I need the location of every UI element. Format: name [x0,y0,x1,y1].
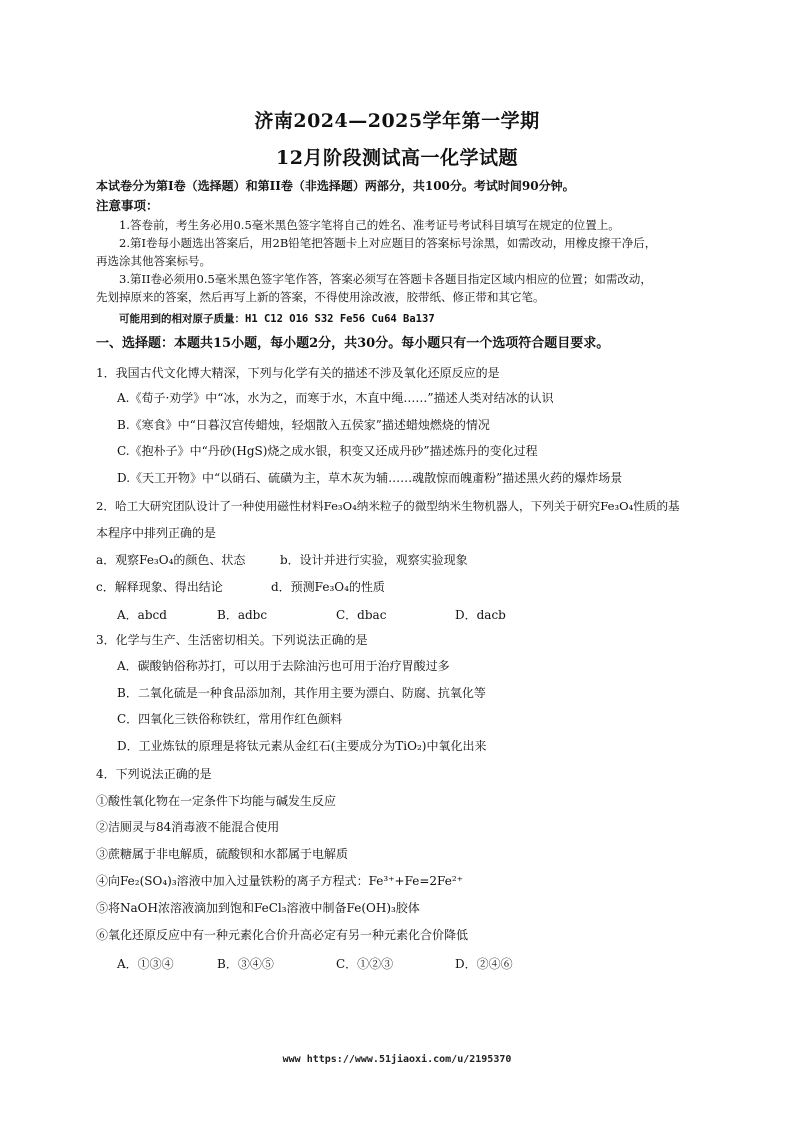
q4-statement-5: ⑤将NaOH浓溶液滴加到饱和FeCl₃溶液中制备Fe(OH)₃胶体 [96,901,420,915]
notice-item-2: 2.第Ⅰ卷每小题选出答案后，用2B铅笔把答题卡上对应题目的答案标号涂黑，如需改动，用橡皮擦干净后， [119,236,657,250]
q4-statement-3: ③蔗糖属于非电解质，硫酸钡和水都属于电解质 [96,847,349,861]
exam-title-line2: 12月阶段测试高一化学试题 [276,147,518,169]
q4-option-b: B．③④⑤ [217,957,274,971]
q3-option-d: D．工业炼钛的原理是将钛元素从金红石(主要成分为TiO₂)中氧化出来 [117,739,487,753]
q3-option-a: A．碳酸钠俗称苏打，可以用于去除油污也可用于治疗胃酸过多 [117,659,450,673]
q3-stem: 3．化学与生产、生活密切相关。下列说法正确的是 [96,633,368,647]
q2-step-a: a．观察Fe₃O₄的颜色、状态 [96,553,246,567]
q1-option-c: C.《抱朴子》中“丹砂(HgS)烧之成水银，积变又还成丹砂”描述炼丹的变化过程 [117,444,538,458]
q2-step-d: d．预测Fe₃O₄的性质 [271,580,385,594]
q3-option-b: B．二氧化硫是一种食品添加剂，其作用主要为漂白、防腐、抗氧化等 [117,686,486,700]
q2-stem: 2．哈工大研究团队设计了一种使用磁性材料Fe₃O₄纳米粒子的微型纳米生物机器人，下列关于研究Fe₃O₄性质的基 [96,499,680,513]
q2-step-c: c．解释现象、得出结论 [96,580,223,594]
q4-option-c: C．①②③ [336,957,394,971]
notice-heading: 注意事项： [96,198,159,213]
notice-item-3-cont: 先划掉原来的答案，然后再写上新的答案，不得使用涂改液，胶带纸、修正带和其它笔。 [96,290,545,304]
q4-statement-4: ④向Fe₂(SO₄)₃溶液中加入过量铁粉的离子方程式：Fe³⁺+Fe=2Fe²⁺ [96,874,463,888]
q4-stem: 4．下列说法正确的是 [96,767,212,781]
q2-stem-cont: 本程序中排列正确的是 [96,526,217,540]
q2-option-a: A．abcd [117,608,167,622]
q4-options [117,955,513,972]
q4-option-d: D．②④⑥ [455,957,513,971]
q4-statement-1: ①酸性氧化物在一定条件下均能与碱发生反应 [96,794,337,808]
q1-option-d: D.《天工开物》中“以硝石、硫磺为主，草木灰为辅……魂散惊而魄齑粉”描述黑火药的爆炸场景 [117,471,623,485]
footer-watermark-url: www https://www.51jiaoxi.com/u/2195370 [282,1054,512,1065]
q4-option-a: A．①③④ [117,957,174,971]
q3-option-c: C．四氧化三铁俗称铁红，常用作红色颜料 [117,712,343,726]
q1-stem: 1．我国古代文化博大精深，下列与化学有关的描述不涉及氧化还原反应的是 [96,366,500,380]
exam-intro: 本试卷分为第Ⅰ卷（选择题）和第II卷（非选择题）两部分，共100分。考试时间90分钟。 [96,179,575,193]
q2-step-b: b．设计并进行实验，观察实验现象 [280,553,468,567]
q4-statement-6: ⑥氧化还原反应中有一种元素化合价升高必定有另一种元素化合价降低 [96,928,469,942]
notice-item-1: 1.答卷前，考生务必用0.5毫米黑色签字笔将自己的姓名、准考证号考试科目填写在规定的位置上。 [119,218,620,232]
atomic-mass-info: 可能用到的相对原子质量：H1 C12 O16 S32 Fe56 Cu64 Ba137 [119,313,435,325]
q1-option-a: A.《荀子·劝学》中“冰，水为之，而寒于水，木直中绳……”描述人类对结冰的认识 [117,391,554,405]
notice-item-2-cont: 再选涂其他答案标号。 [96,254,211,268]
q2-options [117,606,506,623]
exam-title-line1: 济南2024—2025学年第一学期 [254,110,540,132]
q2-option-b: B．adbc [217,608,268,622]
q2-option-c: C．dbac [336,608,387,622]
notice-item-3: 3.第II卷必须用0.5毫米黑色签字笔作答，答案必须写在答题卡各题目指定区域内相应的位置；如需改动， [119,272,652,286]
q2-option-d: D．dacb [455,608,506,622]
q1-option-b: B.《寒食》中“日暮汉宫传蜡烛，轻烟散入五侯家”描述蜡烛燃烧的情况 [117,418,490,432]
q4-statement-2: ②洁厕灵与84消毒液不能混合使用 [96,820,280,834]
section-heading-choice: 一、选择题：本题共15小题，每小题2分，共30分。每小题只有一个选项符合题目要求。 [96,336,610,351]
